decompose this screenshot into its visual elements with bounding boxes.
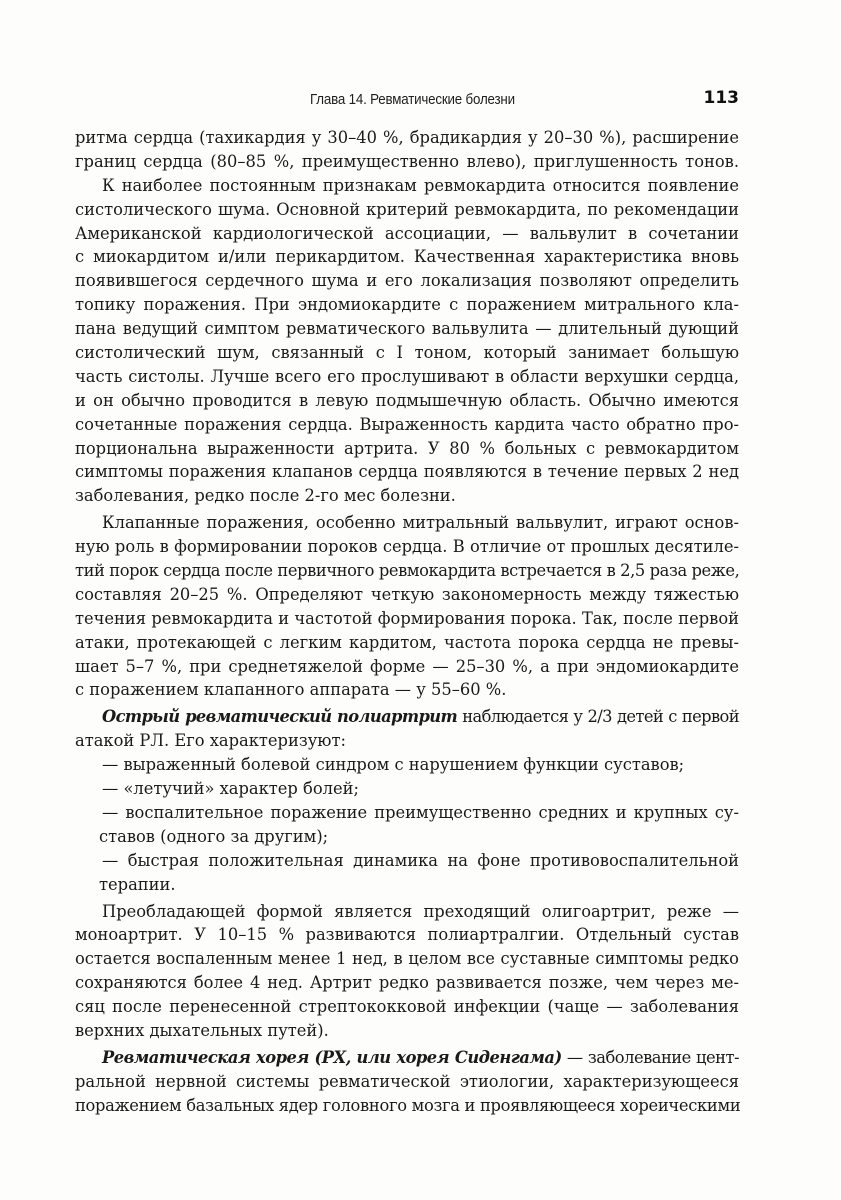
list-item: — «летучий» характер болей; (102, 779, 359, 799)
text-line (75, 705, 739, 729)
text-line: симптомы поражения клапанов сердца появляются в течение первых 2 нед (75, 462, 739, 482)
text-line (75, 1046, 739, 1070)
body-text (75, 126, 739, 1118)
text-line: течения ревмокардита и частотой формирования порока. Так, после первой (75, 608, 739, 628)
text-line: атаки, протекающей с легким кардитом, частота порока сердца не превы- (75, 632, 739, 652)
text-line: составляя 20–25 %. Определяют четкую закономерность между тяжестью (75, 584, 739, 604)
text-line: Американской кардиологической ассоциации, — вальвулит в сочетании (75, 223, 739, 243)
text-line: К наиболее постоянным признакам ревмокардита относится появление (102, 175, 739, 195)
text-line: тий порок сердца после первичного ревмокардита встречается в 2,5 раза реже, (75, 561, 740, 581)
text-line: сяц после перенесенной стрептококковой инфекции (чаще — заболевания (75, 997, 739, 1017)
text-line: верхних дыхательных путей). (75, 1020, 329, 1040)
text-line: с поражением клапанного аппарата — у 55–60 %. (75, 680, 507, 700)
text-line: топику поражения. При эндомиокардите с поражением митрального кла- (75, 295, 739, 315)
text-line: Преобладающей формой является преходящий олигоартрит, реже — (102, 901, 739, 921)
list-item-continuation: ставов (одного за другим); (99, 826, 329, 846)
text-line: атакой РЛ. Его характеризуют: (75, 731, 346, 751)
text-line: заболевания, редко после 2-го мес болезни. (75, 486, 456, 506)
text-line: ритма сердца (тахикардия у 30–40 %, брадикардия у 20–30 %), расширение (75, 128, 739, 147)
text-line: и он обычно проводится в левую подмышечную область. Обычно имеются (75, 390, 739, 410)
term-chorea: Ревматическая хорея (РХ, или хорея Сиденгама) (102, 1047, 562, 1067)
text-line: ральной нервной системы ревматической этиологии, характеризующееся (75, 1071, 739, 1091)
text-line: ную роль в формировании пороков сердца. В отличие от прошлых десятиле- (75, 537, 739, 557)
text-fragment: наблюдается у 2/3 детей с первой (462, 707, 739, 727)
list-item-continuation: терапии. (99, 874, 176, 894)
running-head (75, 88, 739, 116)
list-item: — выраженный болевой синдром с нарушением функции суставов; (102, 755, 685, 775)
text-line: часть систолы. Лучше всего его прослушивают в области верхушки сердца, (75, 366, 739, 386)
term-polyarthritis: Острый ревматический полиартрит (102, 707, 458, 727)
text-fragment: — заболевание цент- (561, 1047, 740, 1067)
text-line: шает 5–7 %, при среднетяжелой форме — 25–30 %, а при эндомиокардите (75, 656, 739, 676)
text-line: остается воспаленным менее 1 нед, в целом все суставные симптомы редко (75, 949, 739, 969)
page-number: 113 (703, 88, 739, 108)
text-line: систолического шума. Основной критерий ревмокардита, по рекомендации (75, 199, 739, 219)
text-line: границ сердца (80–85 %, преимущественно влево), приглушенность тонов. (75, 151, 739, 171)
text-line: сочетанные поражения сердца. Выраженность кардита часто обратно про- (75, 414, 739, 434)
text-line: сохраняются более 4 нед. Артрит редко развивается позже, чем через ме- (75, 973, 739, 993)
text-line: поражением базальных ядер головного мозга и проявляющееся хореическими (75, 1095, 741, 1115)
list-item: — воспалительное поражение преимущественно средних и крупных су- (102, 802, 739, 822)
text-line: Клапанные поражения, особенно митральный вальвулит, играют основ- (102, 513, 739, 533)
chapter-title: Глава 14. Ревматические болезни (310, 92, 515, 108)
text-line: появившегося сердечного шума и его локализация позволяют определить (75, 271, 739, 291)
text-line: с миокардитом и/или перикардитом. Качественная характеристика вновь (75, 247, 739, 267)
text-line: систолический шум, связанный с I тоном, который занимает большую (75, 343, 739, 363)
list-item: — быстрая положительная динамика на фоне противовоспалительной (102, 850, 739, 870)
text-line: порциональна выраженности артрита. У 80 % больных с ревмокардитом (75, 438, 739, 458)
text-line: моноартрит. У 10–15 % развиваются полиартралгии. Отдельный сустав (75, 925, 739, 945)
text-line: пана ведущий симптом ревматического вальвулита — длительный дующий (75, 319, 739, 339)
